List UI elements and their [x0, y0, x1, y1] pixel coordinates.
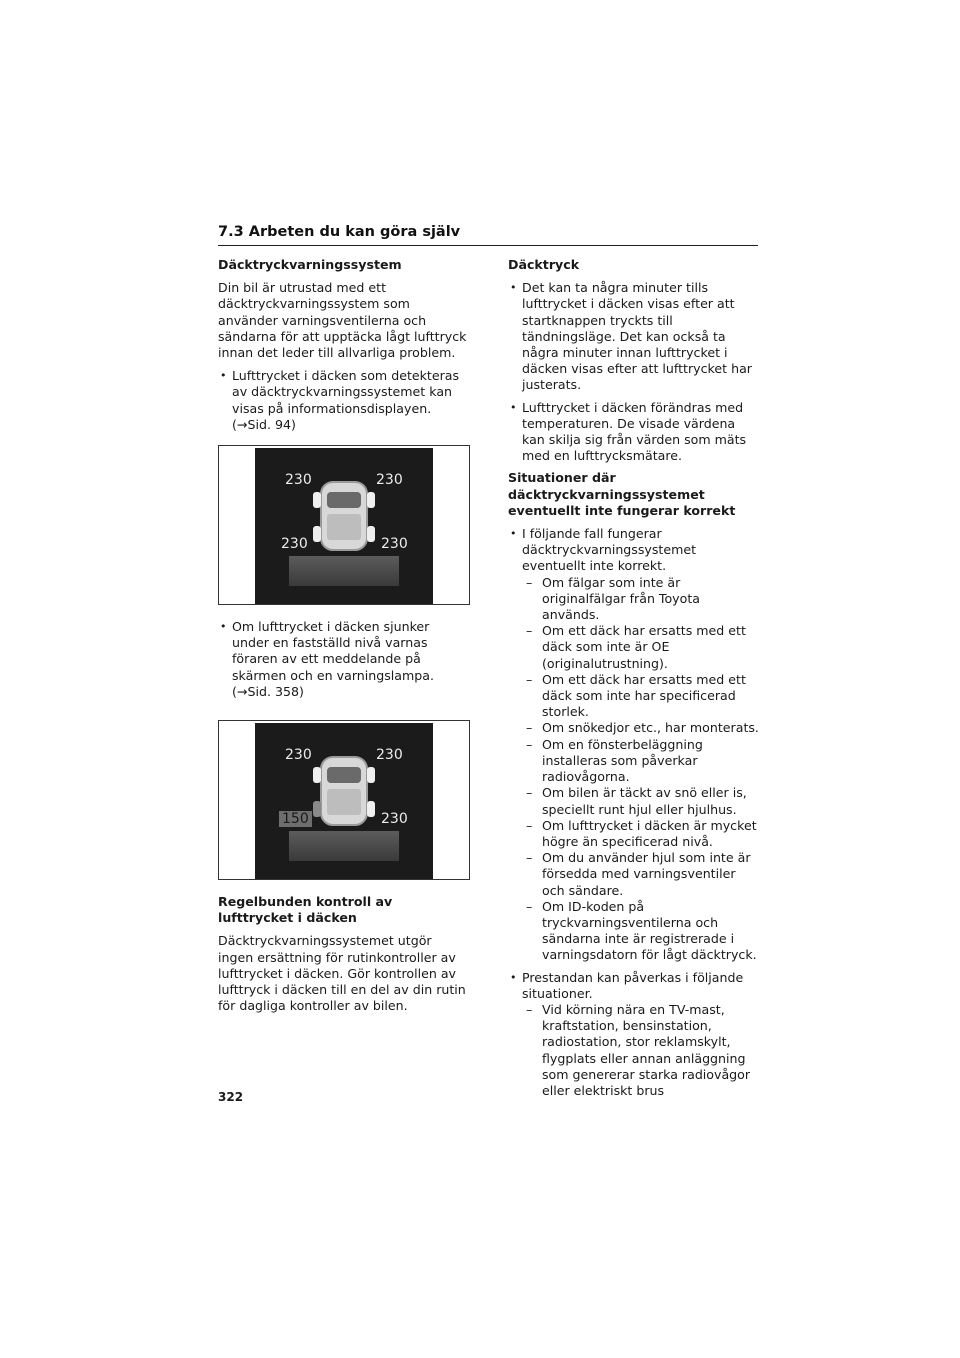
bullet-performance-text: Prestandan kan påverkas i följande situationer.	[522, 969, 744, 1001]
malfunction-list	[508, 526, 760, 1099]
list-item: – Om ett däck har ersatts med ett däck som inte är OE (originalutrustning).	[524, 623, 760, 672]
intro-paragraph: Din bil är utrustad med ett däcktryckvarningssystem som använder varningsventilerna och sändarna för att upptäcka lågt lufttryck innan det leder till allvarliga problem.	[218, 280, 467, 361]
heading-malfunction: Situationer där däcktryckvarningssystemet eventuellt inte fungerar korrekt	[508, 470, 736, 518]
bullet-cases	[508, 526, 760, 963]
left-column	[218, 257, 470, 1021]
list-item: – Om fälgar som inte är originalfälgar från Toyota används.	[524, 575, 760, 624]
figure-low-pressure	[218, 720, 470, 880]
display-floor	[289, 831, 399, 861]
list-item: – Om lufttrycket i däcken är mycket högre än specificerad nivå.	[524, 818, 760, 850]
bullet-display-info: • Lufttrycket i däcken som detekteras av däcktryckvarningssystemet kan visas på informationsdisplayen. (→Sid. 94)	[218, 368, 470, 433]
list-item: – Om ID-koden på tryckvarningsventilerna och sändarna inte är registrerade i varningsdatorn för lågt däcktryck.	[524, 899, 760, 964]
bullet-cases-text: I följande fall fungerar däcktryckvarningssystemet eventuellt inte korrekt.	[522, 526, 697, 574]
list-item: – Om snökedjor etc., har monterats.	[524, 720, 760, 736]
display-screen-warning	[255, 723, 433, 879]
car-icon	[313, 753, 375, 827]
right-column	[508, 257, 760, 1105]
heading-tpms: Däcktryckvarningssystem	[218, 257, 402, 272]
tire-pressure-list	[508, 280, 760, 464]
list-item: – Vid körning nära en TV-mast, kraftstation, bensinstation, radiostation, stor reklamskylt, flygplats eller annan anläggning som genererar starka radiovågor eller elektriskt brus	[524, 1002, 760, 1099]
list-item: – Om du använder hjul som inte är försedda med varningsventiler och sändare.	[524, 850, 760, 899]
header-rule	[218, 245, 758, 246]
page-number: 322	[218, 1090, 244, 1104]
section-header	[218, 224, 758, 246]
pressure-front-right: 230	[376, 472, 403, 489]
pressure-front-left: 230	[285, 747, 312, 764]
performance-sublist	[522, 1002, 760, 1099]
heading-tire-pressure: Däcktryck	[508, 257, 580, 272]
pressure-front-left: 230	[285, 472, 312, 489]
bullet-delay: • Det kan ta några minuter tills lufttrycket i däcken visas efter att startknappen tryckts till tändningsläge. Det kan också ta några minuter innan lufttrycket i däcken visas efter att lufttrycket har justerats.	[508, 280, 760, 393]
bullet-performance	[508, 970, 760, 1100]
figure-normal-pressure	[218, 445, 470, 605]
list-item: – Om bilen är täckt av snö eller is, speciellt runt hjul eller hjulhus.	[524, 785, 760, 817]
list-item: – Om ett däck har ersatts med ett däck som inte har specificerad storlek.	[524, 672, 760, 721]
pressure-rear-left-low: 150	[279, 811, 312, 827]
display-screen	[255, 448, 433, 604]
bullet-list-2	[218, 619, 470, 700]
pressure-front-right: 230	[376, 747, 403, 764]
car-icon	[313, 478, 375, 552]
bullet-warning: • Om lufttrycket i däcken sjunker under en fastställd nivå varnas föraren av ett meddelande på skärmen och en varningslampa. (→Sid. 358)	[218, 619, 470, 700]
list-item: – Om en fönsterbeläggning installeras som påverkar radiovågorna.	[524, 737, 760, 786]
heading-regular-check: Regelbunden kontroll av lufttrycket i däcken	[218, 894, 393, 926]
bullet-temperature: • Lufttrycket i däcken förändras med temperaturen. De visade värdena kan skilja sig från värden som mäts med en lufttrycksmätare.	[508, 400, 760, 465]
cases-sublist	[522, 575, 760, 964]
section-title: 7.3 Arbeten du kan göra själv	[218, 224, 461, 240]
regular-check-paragraph: Däcktryckvarningssystemet utgör ingen ersättning för rutinkontroller av lufttrycket i däcken. Gör kontrollen av lufttryck i däcken till en del av din rutin för dagliga kontroller av bilen.	[218, 933, 466, 1014]
display-floor	[289, 556, 399, 586]
bullet-list	[218, 368, 470, 433]
pressure-rear-right: 230	[381, 811, 408, 828]
pressure-rear-left: 230	[281, 536, 308, 553]
pressure-rear-right: 230	[381, 536, 408, 553]
